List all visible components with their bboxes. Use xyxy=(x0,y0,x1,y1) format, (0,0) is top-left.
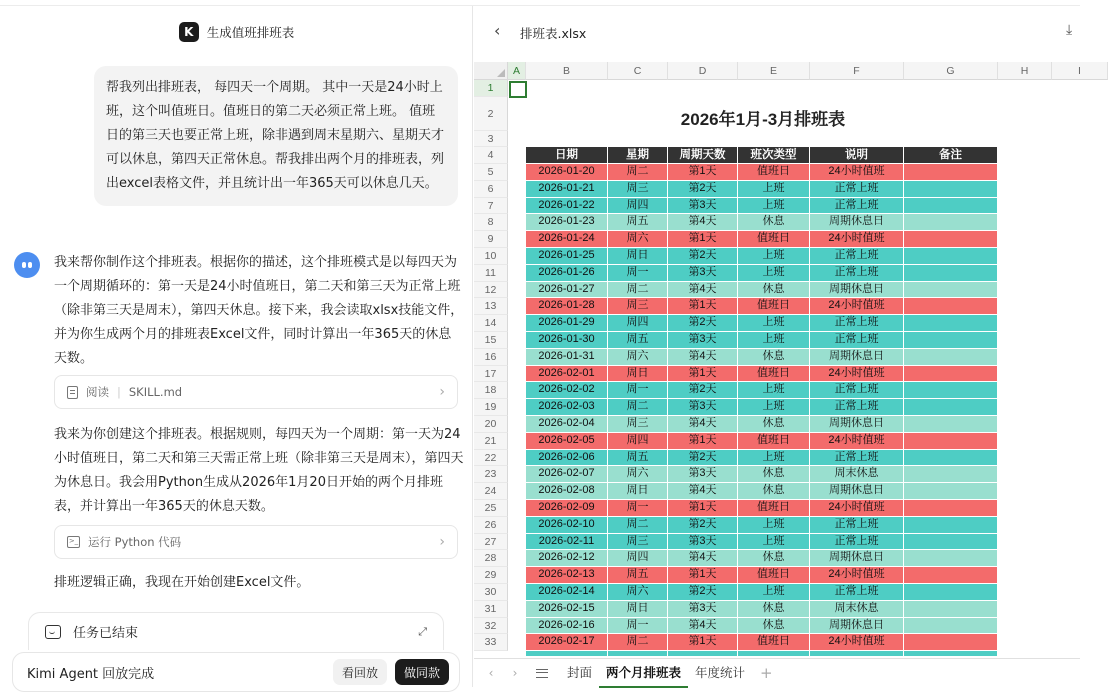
sheet-title: 2026年1月-3月排班表 xyxy=(680,110,846,129)
schedule-cell-note[interactable] xyxy=(904,601,998,618)
row-header[interactable]: 28 xyxy=(474,550,508,567)
schedule-cell-day[interactable]: 第3天 xyxy=(668,534,738,551)
tool-action: 阅读 xyxy=(86,385,109,399)
schedule-cell-date[interactable]: 2026-02-02 xyxy=(526,382,608,399)
schedule-cell-date[interactable]: 2026-02-16 xyxy=(526,618,608,635)
schedule-cell-desc[interactable]: 正常上班 xyxy=(810,332,904,349)
schedule-cell-wd[interactable]: 周二 xyxy=(608,517,668,534)
schedule-cell-desc[interactable]: 24小时值班 xyxy=(810,164,904,181)
schedule-cell-note[interactable] xyxy=(904,567,998,584)
schedule-cell-desc[interactable]: 周期休息日 xyxy=(810,349,904,366)
schedule-cell-desc[interactable]: 周期休息日 xyxy=(810,483,904,500)
column-header-b[interactable]: B xyxy=(526,62,608,80)
schedule-cell-wd[interactable]: 周二 xyxy=(608,282,668,299)
schedule-cell-wd[interactable]: 周三 xyxy=(608,534,668,551)
schedule-cell-desc[interactable]: 周期休息日 xyxy=(810,282,904,299)
schedule-cell-wd[interactable]: 周六 xyxy=(608,584,668,601)
file-header xyxy=(474,6,1080,58)
schedule-cell-wd[interactable]: 周二 xyxy=(608,634,668,651)
schedule-cell-day[interactable]: 第4天 xyxy=(668,550,738,567)
chevron-right-icon: › xyxy=(439,534,445,550)
row-header[interactable]: 17 xyxy=(474,366,508,383)
row-header[interactable]: 18 xyxy=(474,382,508,399)
row-header[interactable]: 21 xyxy=(474,433,508,450)
row-header[interactable]: 30 xyxy=(474,584,508,601)
schedule-cell-type[interactable]: 上班 xyxy=(738,332,810,349)
column-header-e[interactable]: E xyxy=(738,62,810,80)
schedule-cell-wd[interactable]: 周二 xyxy=(608,399,668,416)
row-header[interactable]: 22 xyxy=(474,450,508,467)
schedule-cell-partial xyxy=(904,651,998,657)
schedule-cell-day[interactable]: 第1天 xyxy=(668,500,738,517)
schedule-cell-date[interactable]: 2026-01-28 xyxy=(526,298,608,315)
row-header[interactable]: 25 xyxy=(474,500,508,517)
row-header[interactable]: 19 xyxy=(474,399,508,416)
schedule-cell-day[interactable]: 第4天 xyxy=(668,618,738,635)
row-header[interactable]: 23 xyxy=(474,466,508,483)
schedule-cell-date[interactable]: 2026-02-07 xyxy=(526,466,608,483)
row-header[interactable]: 27 xyxy=(474,534,508,551)
schedule-cell-date[interactable]: 2026-01-22 xyxy=(526,198,608,215)
row-header[interactable]: 26 xyxy=(474,517,508,534)
schedule-cell-date[interactable]: 2026-01-26 xyxy=(526,265,608,282)
schedule-cell-wd[interactable]: 周日 xyxy=(608,366,668,383)
schedule-cell-date[interactable]: 2026-01-21 xyxy=(526,181,608,198)
row-header[interactable]: 14 xyxy=(474,315,508,332)
watch-replay-button[interactable]: 看回放 xyxy=(333,659,387,685)
column-header-f[interactable]: F xyxy=(810,62,904,80)
back-arrow-icon[interactable]: ‹ xyxy=(494,21,501,40)
schedule-cell-day[interactable]: 第2天 xyxy=(668,450,738,467)
assistant-avatar-icon xyxy=(14,252,40,278)
schedule-cell-note[interactable] xyxy=(904,315,998,332)
schedule-cell-date[interactable]: 2026-02-11 xyxy=(526,534,608,551)
replay-bar xyxy=(12,652,460,692)
schedule-cell-desc[interactable]: 正常上班 xyxy=(810,198,904,215)
schedule-cell-type[interactable]: 上班 xyxy=(738,198,810,215)
schedule-cell-type[interactable]: 值班日 xyxy=(738,231,810,248)
download-icon[interactable]: ⤓ xyxy=(1066,22,1073,38)
schedule-cell-date[interactable]: 2026-02-10 xyxy=(526,517,608,534)
table-header-cell[interactable]: 星期 xyxy=(608,147,668,164)
schedule-cell-day[interactable]: 第3天 xyxy=(668,198,738,215)
tool-separator: | xyxy=(117,385,121,399)
row-header[interactable]: 2 xyxy=(474,97,508,131)
tool-target: SKILL.md xyxy=(128,385,183,399)
schedule-cell-wd[interactable]: 周三 xyxy=(608,298,668,315)
task-status-card[interactable] xyxy=(28,612,444,650)
schedule-cell-desc[interactable]: 24小时值班 xyxy=(810,433,904,450)
schedule-cell-desc[interactable]: 24小时值班 xyxy=(810,298,904,315)
schedule-cell-desc[interactable]: 24小时值班 xyxy=(810,231,904,248)
schedule-cell-day[interactable]: 第3天 xyxy=(668,332,738,349)
schedule-cell-day[interactable]: 第2天 xyxy=(668,584,738,601)
tab-next-icon[interactable]: › xyxy=(512,666,518,680)
row-header[interactable]: 33 xyxy=(474,634,508,651)
row-header[interactable]: 7 xyxy=(474,198,508,215)
row-header[interactable]: 20 xyxy=(474,416,508,433)
schedule-cell-wd[interactable]: 周一 xyxy=(608,382,668,399)
table-header-cell[interactable]: 备注 xyxy=(904,147,998,164)
schedule-cell-day[interactable]: 第1天 xyxy=(668,433,738,450)
sheet-list-icon[interactable] xyxy=(536,669,548,678)
column-header-c[interactable]: C xyxy=(608,62,668,80)
row-header[interactable]: 9 xyxy=(474,231,508,248)
schedule-cell-note[interactable] xyxy=(904,332,998,349)
schedule-cell-date[interactable]: 2026-02-14 xyxy=(526,584,608,601)
schedule-cell-day[interactable]: 第2天 xyxy=(668,248,738,265)
schedule-cell-day[interactable]: 第1天 xyxy=(668,231,738,248)
schedule-cell-date[interactable]: 2026-02-04 xyxy=(526,416,608,433)
row-header[interactable]: 8 xyxy=(474,214,508,231)
schedule-cell-note[interactable] xyxy=(904,382,998,399)
schedule-cell-note[interactable] xyxy=(904,450,998,467)
schedule-cell-date[interactable]: 2026-02-03 xyxy=(526,399,608,416)
schedule-cell-wd[interactable]: 周五 xyxy=(608,567,668,584)
schedule-cell-wd[interactable]: 周四 xyxy=(608,315,668,332)
schedule-cell-date[interactable]: 2026-02-17 xyxy=(526,634,608,651)
schedule-cell-date[interactable]: 2026-02-01 xyxy=(526,366,608,383)
schedule-cell-type[interactable]: 值班日 xyxy=(738,567,810,584)
schedule-cell-date[interactable]: 2026-02-09 xyxy=(526,500,608,517)
schedule-cell-wd[interactable]: 周日 xyxy=(608,483,668,500)
chat-title: 生成值班排班表 xyxy=(206,25,295,40)
top-divider xyxy=(0,0,1080,6)
replay-status: Kimi Agent 回放完成 xyxy=(27,666,155,682)
schedule-cell-day[interactable]: 第4天 xyxy=(668,282,738,299)
schedule-cell-desc[interactable]: 周期休息日 xyxy=(810,618,904,635)
schedule-cell-wd[interactable]: 周二 xyxy=(608,164,668,181)
agent-icon xyxy=(45,625,61,639)
schedule-cell-note[interactable] xyxy=(904,231,998,248)
schedule-cell-type[interactable]: 休息 xyxy=(738,214,810,231)
schedule-cell-type[interactable]: 上班 xyxy=(738,517,810,534)
schedule-cell-date[interactable]: 2026-01-24 xyxy=(526,231,608,248)
column-header-d[interactable]: D xyxy=(668,62,738,80)
schedule-cell-wd[interactable]: 周五 xyxy=(608,450,668,467)
schedule-cell-desc[interactable]: 周期休息日 xyxy=(810,550,904,567)
kimi-logo-icon: K xyxy=(179,22,199,42)
task-status-text: 任务已结束 xyxy=(73,626,139,641)
assistant-message-1: 我来帮你制作这个排班表。根据你的描述，这个排班模式是以每四天为一个周期循环的：第一天是24小时值班日，第二天和第三天为正常上班（除非第三天是周末），第四天休息。接下来，我会读取xlsx技能文件，并为你生成两个月的排班表Excel文件，同时计算出一年365天的休息天数。 xyxy=(54,255,464,366)
schedule-cell-type[interactable]: 上班 xyxy=(738,265,810,282)
schedule-cell-wd[interactable]: 周四 xyxy=(608,550,668,567)
schedule-cell-wd[interactable]: 周五 xyxy=(608,332,668,349)
schedule-cell-type[interactable]: 上班 xyxy=(738,315,810,332)
schedule-cell-note[interactable] xyxy=(904,214,998,231)
select-all-corner[interactable] xyxy=(474,62,508,80)
schedule-cell-desc[interactable]: 周末休息 xyxy=(810,466,904,483)
schedule-cell-day[interactable]: 第1天 xyxy=(668,567,738,584)
schedule-cell-day[interactable]: 第4天 xyxy=(668,349,738,366)
schedule-cell-type[interactable]: 值班日 xyxy=(738,366,810,383)
schedule-cell-desc[interactable]: 24小时值班 xyxy=(810,500,904,517)
schedule-cell-note[interactable] xyxy=(904,399,998,416)
schedule-cell-type[interactable]: 休息 xyxy=(738,282,810,299)
chat-panel xyxy=(0,0,473,687)
schedule-cell-wd[interactable]: 周四 xyxy=(608,433,668,450)
row-header[interactable]: 4 xyxy=(474,147,508,164)
schedule-cell-desc[interactable]: 周期休息日 xyxy=(810,214,904,231)
schedule-cell-note[interactable] xyxy=(904,433,998,450)
schedule-cell-type[interactable]: 休息 xyxy=(738,349,810,366)
schedule-cell-note[interactable] xyxy=(904,584,998,601)
tab-prev-icon[interactable]: ‹ xyxy=(488,666,494,680)
schedule-cell-desc[interactable]: 正常上班 xyxy=(810,315,904,332)
table-header-cell[interactable]: 班次类型 xyxy=(738,147,810,164)
schedule-cell-type[interactable]: 上班 xyxy=(738,584,810,601)
schedule-cell-note[interactable] xyxy=(904,550,998,567)
schedule-cell-desc[interactable]: 正常上班 xyxy=(810,382,904,399)
schedule-cell-date[interactable]: 2026-02-06 xyxy=(526,450,608,467)
schedule-cell-day[interactable]: 第2天 xyxy=(668,382,738,399)
schedule-cell-desc[interactable]: 正常上班 xyxy=(810,265,904,282)
expand-icon[interactable]: ⤢ xyxy=(418,624,427,638)
schedule-cell-desc[interactable]: 正常上班 xyxy=(810,248,904,265)
schedule-cell-day[interactable]: 第3天 xyxy=(668,601,738,618)
row-header[interactable]: 1 xyxy=(474,80,508,97)
schedule-cell-note[interactable] xyxy=(904,198,998,215)
schedule-cell-day[interactable]: 第1天 xyxy=(668,298,738,315)
schedule-cell-partial xyxy=(810,651,904,657)
row-header[interactable]: 15 xyxy=(474,332,508,349)
assistant-message-2: 我来为你创建这个排班表。根据规则，每四天为一个周期：第一天为24小时值班日，第二天和第三天需正常上班（除非第三天是周末），第四天为休息日。我会用Python生成从2026年1月20日开始的两个月排班表，并计算出一年365天的休息天数。 xyxy=(54,427,464,514)
schedule-cell-date[interactable]: 2026-01-25 xyxy=(526,248,608,265)
schedule-cell-day[interactable]: 第2天 xyxy=(668,181,738,198)
schedule-cell-partial xyxy=(738,651,810,657)
row-header[interactable]: 31 xyxy=(474,601,508,618)
row-header[interactable]: 32 xyxy=(474,618,508,635)
schedule-cell-type[interactable]: 休息 xyxy=(738,601,810,618)
schedule-cell-wd[interactable]: 周一 xyxy=(608,265,668,282)
table-header-cell[interactable]: 周期天数 xyxy=(668,147,738,164)
make-same-button[interactable]: 做同款 xyxy=(395,659,449,685)
schedule-cell-desc[interactable]: 正常上班 xyxy=(810,584,904,601)
schedule-cell-type[interactable]: 上班 xyxy=(738,399,810,416)
schedule-cell-wd[interactable]: 周一 xyxy=(608,618,668,635)
schedule-cell-desc[interactable]: 正常上班 xyxy=(810,517,904,534)
schedule-cell-day[interactable]: 第4天 xyxy=(668,214,738,231)
schedule-cell-date[interactable]: 2026-02-13 xyxy=(526,567,608,584)
schedule-cell-wd[interactable]: 周一 xyxy=(608,500,668,517)
row-header[interactable]: 10 xyxy=(474,248,508,265)
column-header-h[interactable]: H xyxy=(998,62,1052,80)
schedule-cell-day[interactable]: 第3天 xyxy=(668,399,738,416)
schedule-cell-type[interactable]: 休息 xyxy=(738,416,810,433)
schedule-cell-type[interactable]: 上班 xyxy=(738,450,810,467)
table-header-cell[interactable]: 日期 xyxy=(526,147,608,164)
add-sheet-icon[interactable]: + xyxy=(760,664,773,682)
schedule-cell-type[interactable]: 值班日 xyxy=(738,298,810,315)
schedule-cell-note[interactable] xyxy=(904,265,998,282)
schedule-cell-desc[interactable]: 正常上班 xyxy=(810,181,904,198)
row-header[interactable]: 5 xyxy=(474,164,508,181)
schedule-cell-type[interactable]: 值班日 xyxy=(738,164,810,181)
schedule-cell-note[interactable] xyxy=(904,517,998,534)
schedule-cell-type[interactable]: 值班日 xyxy=(738,433,810,450)
schedule-cell-wd[interactable]: 周六 xyxy=(608,466,668,483)
schedule-cell-desc[interactable]: 周末休息 xyxy=(810,601,904,618)
schedule-cell-date[interactable]: 2026-02-05 xyxy=(526,433,608,450)
schedule-cell-note[interactable] xyxy=(904,416,998,433)
schedule-cell-date[interactable]: 2026-01-31 xyxy=(526,349,608,366)
schedule-cell-type[interactable]: 上班 xyxy=(738,248,810,265)
schedule-cell-day[interactable]: 第3天 xyxy=(668,265,738,282)
schedule-cell-type[interactable]: 休息 xyxy=(738,483,810,500)
schedule-cell-note[interactable] xyxy=(904,500,998,517)
tool-call-run-python[interactable] xyxy=(54,525,458,559)
schedule-cell-desc[interactable]: 正常上班 xyxy=(810,450,904,467)
tab-cover[interactable]: 封面 xyxy=(567,664,593,680)
schedule-cell-desc[interactable]: 24小时值班 xyxy=(810,567,904,584)
schedule-cell-day[interactable]: 第4天 xyxy=(668,483,738,500)
schedule-cell-date[interactable]: 2026-01-29 xyxy=(526,315,608,332)
schedule-cell-note[interactable] xyxy=(904,282,998,299)
selected-cell-a1[interactable] xyxy=(509,81,527,98)
schedule-cell-note[interactable] xyxy=(904,483,998,500)
schedule-cell-day[interactable]: 第2天 xyxy=(668,315,738,332)
schedule-cell-wd[interactable]: 周三 xyxy=(608,416,668,433)
schedule-cell-desc[interactable]: 24小时值班 xyxy=(810,634,904,651)
row-header[interactable]: 6 xyxy=(474,181,508,198)
schedule-cell-wd[interactable]: 周三 xyxy=(608,181,668,198)
spreadsheet-grid[interactable] xyxy=(474,62,1080,660)
user-message: 帮我列出排班表， 每四天一个周期。 其中一天是24小时上班，这个叫值班日。值班日的第二天必须正常上班。 值班日的第三天也要正常上班，除非遇到周末星期六、星期天才可以休息，第四天正常休息。帮我排出两个月的排班表，列出excel表格文件，并且统计出一年365天可以休息几天。 xyxy=(94,66,458,206)
schedule-cell-desc[interactable]: 正常上班 xyxy=(810,534,904,551)
schedule-cell-date[interactable]: 2026-02-12 xyxy=(526,550,608,567)
schedule-cell-day[interactable]: 第1天 xyxy=(668,164,738,181)
schedule-cell-wd[interactable]: 周六 xyxy=(608,349,668,366)
document-icon xyxy=(67,386,78,399)
schedule-cell-note[interactable] xyxy=(904,366,998,383)
schedule-cell-type[interactable]: 值班日 xyxy=(738,634,810,651)
schedule-cell-note[interactable] xyxy=(904,298,998,315)
schedule-cell-note[interactable] xyxy=(904,181,998,198)
schedule-cell-partial xyxy=(608,651,668,657)
schedule-cell-note[interactable] xyxy=(904,349,998,366)
schedule-cell-wd[interactable]: 周六 xyxy=(608,231,668,248)
schedule-cell-note[interactable] xyxy=(904,534,998,551)
schedule-cell-day[interactable]: 第1天 xyxy=(668,634,738,651)
assistant-message-3: 排班逻辑正确，我现在开始创建Excel文件。 xyxy=(54,575,310,590)
schedule-cell-day[interactable]: 第2天 xyxy=(668,517,738,534)
row-header[interactable]: 16 xyxy=(474,349,508,366)
column-header-i[interactable]: I xyxy=(1052,62,1108,80)
column-header-g[interactable]: G xyxy=(904,62,998,80)
schedule-cell-type[interactable]: 值班日 xyxy=(738,500,810,517)
schedule-cell-date[interactable]: 2026-01-30 xyxy=(526,332,608,349)
schedule-cell-type[interactable]: 休息 xyxy=(738,550,810,567)
row-header[interactable]: 12 xyxy=(474,282,508,299)
schedule-cell-desc[interactable]: 正常上班 xyxy=(810,399,904,416)
schedule-cell-day[interactable]: 第4天 xyxy=(668,416,738,433)
row-header[interactable]: 13 xyxy=(474,298,508,315)
schedule-cell-partial xyxy=(526,651,608,657)
schedule-cell-note[interactable] xyxy=(904,618,998,635)
schedule-cell-desc[interactable]: 24小时值班 xyxy=(810,366,904,383)
chevron-right-icon: › xyxy=(439,384,445,400)
tab-two-month-schedule[interactable]: 两个月排班表 xyxy=(599,659,688,688)
schedule-cell-type[interactable]: 休息 xyxy=(738,466,810,483)
tab-annual-stats[interactable]: 年度统计 xyxy=(695,664,746,680)
schedule-cell-type[interactable]: 上班 xyxy=(738,181,810,198)
row-header[interactable]: 24 xyxy=(474,483,508,500)
schedule-cell-day[interactable]: 第3天 xyxy=(668,466,738,483)
schedule-cell-type[interactable]: 上班 xyxy=(738,534,810,551)
sheet-tab-bar xyxy=(474,658,1080,687)
schedule-cell-date[interactable]: 2026-02-08 xyxy=(526,483,608,500)
schedule-cell-day[interactable]: 第1天 xyxy=(668,366,738,383)
schedule-cell-wd[interactable]: 周四 xyxy=(608,198,668,215)
schedule-cell-date[interactable]: 2026-02-15 xyxy=(526,601,608,618)
schedule-cell-wd[interactable]: 周日 xyxy=(608,601,668,618)
schedule-cell-note[interactable] xyxy=(904,634,998,651)
schedule-cell-type[interactable]: 休息 xyxy=(738,618,810,635)
tool-call-read-skill[interactable] xyxy=(54,375,458,409)
terminal-icon: >_ xyxy=(67,536,80,548)
schedule-cell-note[interactable] xyxy=(904,248,998,265)
tool-action: 运行 Python 代码 xyxy=(88,535,182,549)
schedule-cell-type[interactable]: 上班 xyxy=(738,382,810,399)
schedule-cell-wd[interactable]: 周五 xyxy=(608,214,668,231)
column-header-a[interactable]: A xyxy=(508,62,526,80)
spreadsheet-panel xyxy=(474,6,1080,687)
file-name: 排班表.xlsx xyxy=(520,26,587,41)
chat-header xyxy=(0,22,473,42)
schedule-cell-wd[interactable]: 周日 xyxy=(608,248,668,265)
schedule-cell-date[interactable]: 2026-01-27 xyxy=(526,282,608,299)
row-header[interactable]: 29 xyxy=(474,567,508,584)
schedule-cell-note[interactable] xyxy=(904,466,998,483)
row-header[interactable]: 3 xyxy=(474,131,508,147)
schedule-cell-desc[interactable]: 周期休息日 xyxy=(810,416,904,433)
table-header-cell[interactable]: 说明 xyxy=(810,147,904,164)
row-header[interactable]: 11 xyxy=(474,265,508,282)
schedule-cell-note[interactable] xyxy=(904,164,998,181)
schedule-cell-date[interactable]: 2026-01-20 xyxy=(526,164,608,181)
schedule-cell-partial xyxy=(668,651,738,657)
schedule-cell-date[interactable]: 2026-01-23 xyxy=(526,214,608,231)
